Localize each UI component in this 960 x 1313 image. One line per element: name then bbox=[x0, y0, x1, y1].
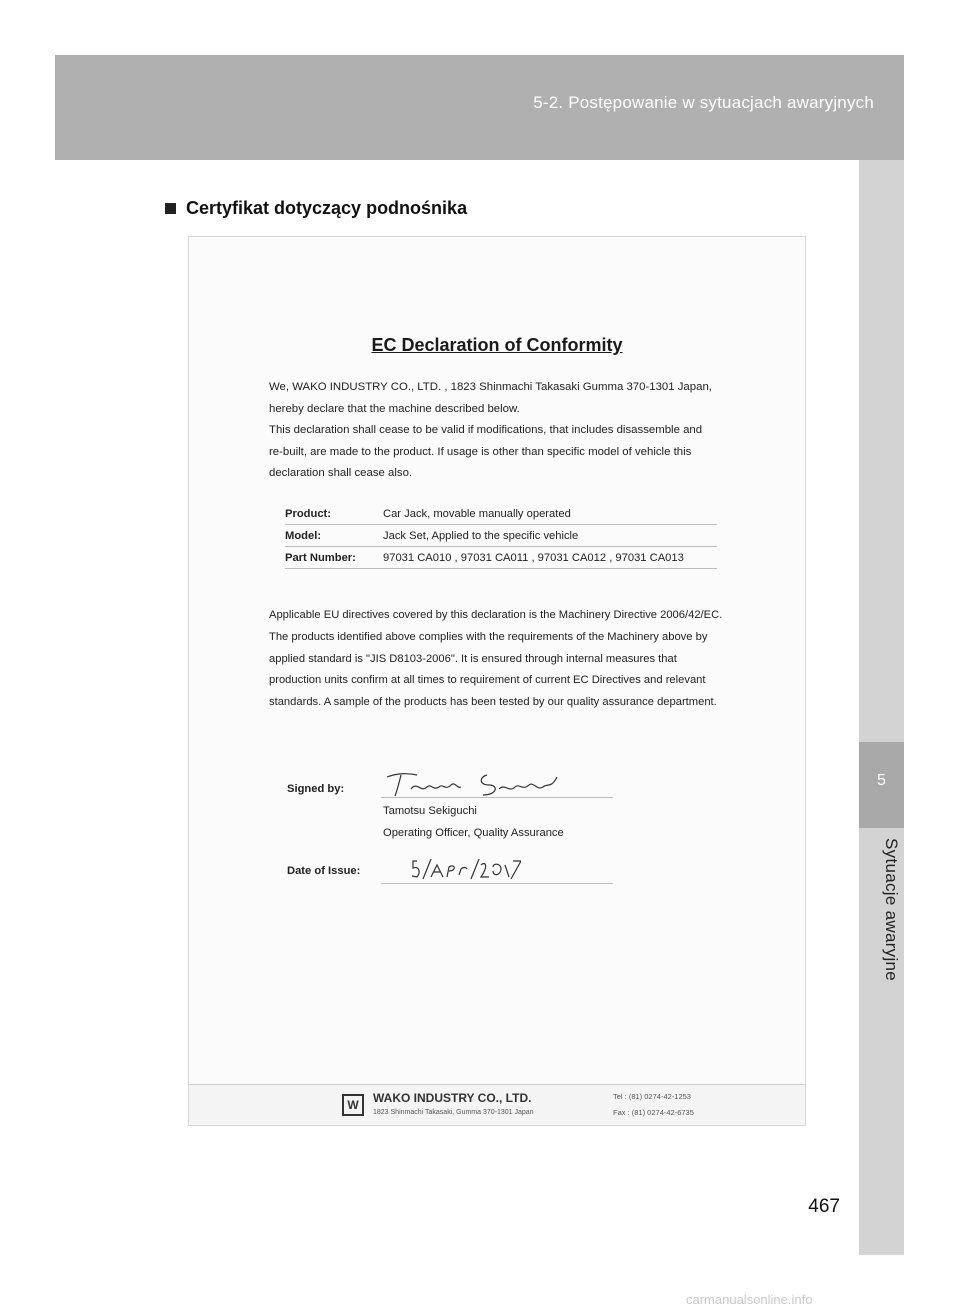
footer-address: 1823 Shinmachi Takasaki, Gumma 370-1301 Japan bbox=[373, 1109, 534, 1116]
date-label: Date of Issue: bbox=[287, 865, 361, 877]
header-band bbox=[55, 55, 904, 160]
square-bullet-icon bbox=[165, 203, 176, 214]
signer-name: Tamotsu Sekiguchi bbox=[383, 805, 477, 817]
directive-line: applied standard is "JIS D8103-2006". It is ensured through internal measures that bbox=[269, 652, 677, 665]
intro-line: We, WAKO INDUSTRY CO., LTD. , 1823 Shinmachi Takasaki Gumma 370-1301 Japan, bbox=[269, 381, 712, 393]
directive-line: The products identified above complies with the requirements of the Machinery above by bbox=[269, 630, 708, 643]
intro-line: hereby declare that the machine described below. bbox=[269, 402, 520, 415]
row-label: Model: bbox=[285, 529, 322, 542]
product-table bbox=[285, 503, 717, 569]
row-label: Part Number: bbox=[285, 551, 356, 564]
handwritten-date bbox=[411, 855, 521, 883]
row-value: Jack Set, Applied to the specific vehicle bbox=[383, 529, 579, 542]
intro-line: declaration shall cease also. bbox=[269, 467, 413, 479]
chapter-tab[interactable] bbox=[859, 742, 904, 828]
chapter-label: Sytuacje awaryjne bbox=[882, 838, 901, 982]
directive-line: standards. A sample of the products has been tested by our quality assurance department. bbox=[269, 696, 717, 709]
page-number: 467 bbox=[808, 1196, 840, 1217]
side-strip bbox=[859, 160, 904, 1255]
row-value: Car Jack, movable manually operated bbox=[383, 507, 571, 520]
certificate-intro bbox=[269, 377, 759, 485]
table-row bbox=[285, 525, 717, 547]
section-heading-text: Certyfikat dotyczący podnośnika bbox=[186, 198, 468, 218]
directive-line: Applicable EU directives covered by this declaration is the Machinery Directive 2006/42/EC. bbox=[269, 609, 723, 621]
footer-tel: Tel : (81) 0274-42-1253 bbox=[613, 1092, 691, 1101]
footer-fax: Fax : (81) 0274-42-6735 bbox=[613, 1108, 694, 1117]
signature bbox=[383, 769, 583, 799]
section-title: 5-2. Postępowanie w sytuacjach awaryjnych bbox=[533, 93, 874, 112]
certificate-footer bbox=[189, 1084, 805, 1125]
table-row bbox=[285, 547, 717, 569]
watermark: carmanualsonline.info bbox=[686, 1292, 813, 1307]
signed-by-label: Signed by: bbox=[287, 783, 345, 795]
certificate-image bbox=[188, 236, 806, 1126]
footer-company: WAKO INDUSTRY CO., LTD. bbox=[373, 1091, 532, 1105]
directive-text bbox=[269, 605, 769, 714]
date-line bbox=[381, 883, 613, 884]
directive-line: production units confirm at all times to requirement of current EC Directives and relevant bbox=[269, 674, 706, 687]
wako-logo-icon: W bbox=[342, 1094, 364, 1116]
certificate-title: EC Declaration of Conformity bbox=[371, 335, 623, 355]
table-row bbox=[285, 503, 717, 525]
signature-line bbox=[381, 797, 613, 798]
row-value: 97031 CA010 , 97031 CA011 , 97031 CA012 , 97031 CA013 bbox=[383, 551, 684, 564]
intro-line: re-built, are made to the product. If usage is other than specific model of vehicle this bbox=[269, 445, 692, 458]
row-label: Product: bbox=[285, 507, 331, 520]
chapter-number: 5 bbox=[877, 772, 886, 789]
signer-title: Operating Officer, Quality Assurance bbox=[383, 827, 564, 839]
intro-line: This declaration shall cease to be valid if modifications, that includes disassemble and bbox=[269, 424, 703, 436]
section-heading bbox=[165, 198, 467, 219]
